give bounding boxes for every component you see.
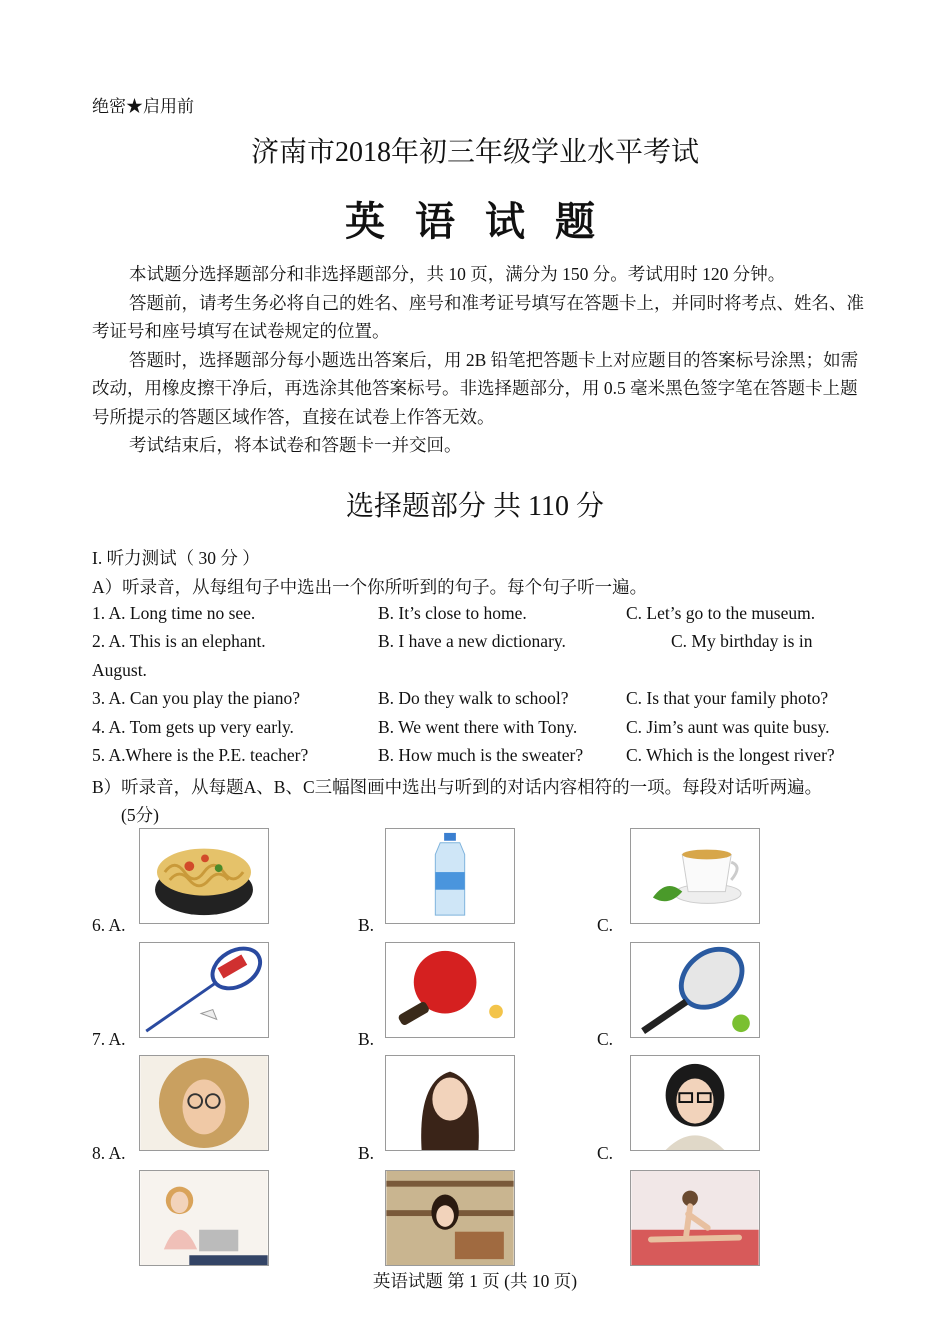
question-7-label-b: B. (358, 1029, 375, 1049)
woman-stretching-icon (630, 1170, 760, 1266)
part-i-heading: I. 听力测试（ 30 分 ） (92, 548, 260, 568)
part-b-points: (5分) (121, 805, 159, 825)
long-hair-woman-icon (385, 1055, 515, 1151)
short-hair-glasses-woman-icon (630, 1055, 760, 1151)
question-6-label-c: C. (597, 915, 614, 935)
question-5-option-a: 5. A.Where is the P.E. teacher? (92, 745, 309, 765)
question-7-label-a: 7. A. (92, 1029, 126, 1049)
question-1-option-b: B. It’s close to home. (378, 603, 527, 623)
question-6-label-b: B. (358, 915, 375, 935)
page-footer: 英语试题 第 1 页 (共 10 页) (372, 1271, 578, 1291)
question-1-option-a: 1. A. Long time no see. (92, 603, 256, 623)
question-2-option-b: B. I have a new dictionary. (378, 631, 566, 651)
water-bottle-icon (385, 828, 515, 924)
curly-hair-glasses-woman-icon (139, 1055, 269, 1151)
question-5-option-c: C. Which is the longest river? (626, 745, 835, 765)
tea-cup-icon (630, 828, 760, 924)
question-4-option-b: B. We went there with Tony. (378, 717, 578, 737)
instruction-paragraph: 本试题分选择题部分和非选择题部分，共 10 页，满分为 150 分。考试用时 120 分钟。 (129, 264, 786, 284)
question-2-option-a: 2. A. This is an elephant. (92, 631, 266, 651)
question-2-option-c-wrap: August. (92, 660, 147, 680)
subject-title: 英 语 试 题 (345, 199, 605, 244)
question-8-label-b: B. (358, 1143, 375, 1163)
question-3-option-b: B. Do they walk to school? (378, 688, 569, 708)
question-6-label-a: 6. A. (92, 915, 126, 935)
question-4-option-a: 4. A. Tom gets up very early. (92, 717, 294, 737)
woman-with-laptop-icon (139, 1170, 269, 1266)
part-a-instruction: A）听录音，从每组句子中选出一个你所听到的句子。每个句子听一遍。 (92, 577, 648, 597)
exam-title: 济南市2018年初三年级学业水平考试 (250, 137, 699, 168)
section-title: 选择题部分 共 110 分 (346, 491, 604, 522)
instruction-paragraph: 答题前，请考生务必将自己的姓名、座号和准考证号填写在答题卡上，并同时将考点、姓名、准考证号和座号填写在试卷规定的位置。 (92, 292, 864, 341)
question-2-option-c: C. My birthday is in (671, 631, 813, 651)
badminton-icon (139, 942, 269, 1038)
tennis-icon (630, 942, 760, 1038)
question-3-option-c: C. Is that your family photo? (626, 688, 829, 708)
question-1-option-c: C. Let’s go to the museum. (626, 603, 816, 623)
question-5-option-b: B. How much is the sweater? (378, 745, 584, 765)
girl-reading-books-icon (385, 1170, 515, 1266)
instruction-paragraph: 考试结束后，将本试卷和答题卡一并交回。 (129, 435, 462, 455)
instructions (92, 260, 864, 460)
question-8-label-c: C. (597, 1143, 614, 1163)
ping-pong-icon (385, 942, 515, 1038)
part-b-instruction: B）听录音，从每题A、B、C三幅图画中选出与听到的对话内容相符的一项。每段对话听两遍。 (92, 777, 823, 797)
confidential-label: 绝密★启用前 (92, 97, 194, 116)
question-3-option-a: 3. A. Can you play the piano? (92, 688, 301, 708)
question-4-option-c: C. Jim’s aunt was quite busy. (626, 717, 830, 737)
question-8-label-a: 8. A. (92, 1143, 126, 1163)
noodles-icon (139, 828, 269, 924)
instruction-paragraph: 答题时，选择题部分每小题选出答案后，用 2B 铅笔把答题卡上对应题目的答案标号涂黑；如需改动，用橡皮擦干净后，再选涂其他答案标号。非选择题部分，用 0.5 毫米黑色签字笔在答题卡上题号所提示的答题区域作答，直接在试卷上作答无效。 (92, 349, 859, 427)
question-7-label-c: C. (597, 1029, 614, 1049)
